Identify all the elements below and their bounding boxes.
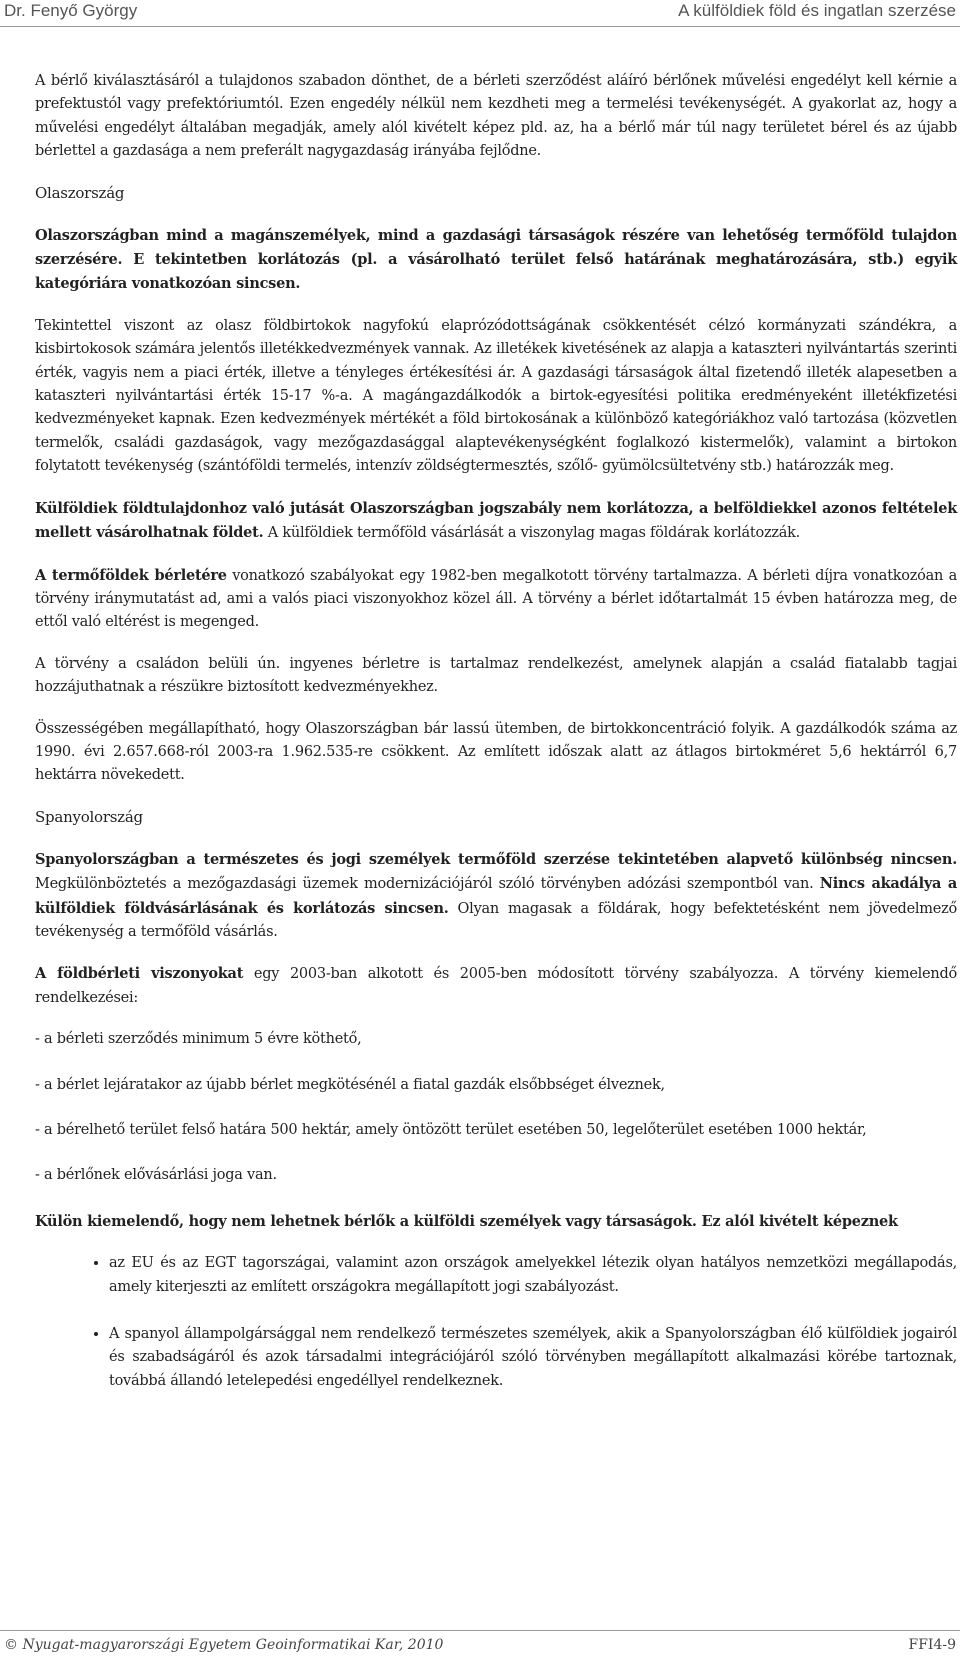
italy-paragraph-3 (35, 497, 957, 546)
dash-item: - a bérlet lejáratakor az újabb bérlet megkötésénél a fiatal gazdák elsőbbséget élveznek, (35, 1076, 665, 1093)
italy-paragraph-5: A törvény a családon belüli ún. ingyenes bérletre is tartalmaz rendelkezést, amelynek alapján a család fiatalabb tagjai hozzájuthatnak a részükre biztosított kedvezményekhez. (35, 655, 957, 696)
spain-p1-text-2: Olyan magasak a földárak, hogy befektetésként nem jövedelmező tevékenység a termőföld vásárlás. (35, 900, 958, 940)
header-divider (0, 26, 960, 27)
spain-p2-text: egy 2003-ban alkotott és 2005-ben módosított törvény szabályozza. A törvény kiemelendő rendelkezései: (35, 966, 957, 1006)
section-heading-italy: Olaszország (35, 183, 125, 202)
spain-p3-bold: Külön kiemelendő, hogy nem lehetnek bérlők a külföldi személyek vagy társaságok. Ez alól kivételt képeznek (35, 1212, 898, 1230)
header-author: Dr. Fenyő György (4, 1, 138, 20)
spain-paragraph-1 (35, 848, 957, 945)
spain-paragraph-3 (35, 1210, 957, 1234)
spain-p1-bold-2: Nincs akadálya a külföldiek földvásárlásának és korlátozás sincsen. (35, 875, 957, 917)
dash-item: - a bérleti szerződés minimum 5 évre köthető, (35, 1031, 362, 1048)
italy-p3-text: A külföldiek termőföld vásárlását a viszonylag magas földárak korlátozzák. (263, 525, 801, 542)
italy-p3-bold: Külföldiek földtulajdonhoz való jutását Olaszországban jogszabály nem korlátozza, a belföldiekkel azonos feltételek mellett vásárolhatnak földet. (35, 499, 957, 542)
italy-paragraph-6: Összességében megállapítható, hogy Olaszországban bár lassú ütemben, de birtokkoncentráció folyik. A gazdálkodók száma az 1990. évi 2.657.668-ról 2003-ra 1.962.535-re csökkent. Az említett időszak alatt az átlagos birtokméret 5,6 hektárról 6,7 hektárra növekedett. (35, 720, 957, 784)
dash-item: - a bérlőnek elővásárlási joga van. (35, 1167, 277, 1184)
italy-paragraph-1 (35, 224, 957, 297)
spain-p1-text: Megkülönböztetés a mezőgazdasági üzemek modernizációjáról szóló törvényben adózási szempontból van. (35, 876, 820, 893)
italy-paragraph-2: Tekintettel viszont az olasz földbirtokok nagyfokú elaprózódottságának csökkentését célzó kormányzati szándékra, a kisbirtokosok számára jelentős illetékkedvezmények vannak. Az illetékek kivetésének az alapja a kataszteri nyilvántartás szerinti érték, vagyis nem a piaci érték, illetve a tényleges értékesítési ár. A gazdasági társaságok által fizetendő illeték alapesetben a kataszteri nyilvántartási érték 15-17 %-a. A magángazdálkodók a birtok-egyesítési politika eredményeként illetékfizetési kedvezményeket kapnak. Ezen kedvezmények mértékét a föld birtokosának a különböző kategóriákhoz való tartozása (közvetlen termelők, családi gazdaságok, vagy mezőgazdasággal alaptevékenységként foglalkozó kistermelők), valamint a birtokon folytatott tevékenység (szántóföldi termelés, intenzív zöldségtermesztés, szőlő- gyümölcsültetvény stb.) határozzák meg. (35, 317, 957, 475)
footer-copyright: © Nyugat-magyarországi Egyetem Geoinformatikai Kar, 2010 (4, 1637, 444, 1653)
document-body (35, 70, 957, 1417)
spain-p1-bold: Spanyolországban a természetes és jogi személyek termőföld szerzése tekintetében alapvető különbség nincsen. (35, 850, 957, 868)
list-item: • A spanyol állampolgársággal nem rendelkező természetes személyek, akik a Spanyolországban élő külföldiek jogairól és szabadságáról és azok társadalmi integrációjáról szóló törvényben megállapított alkalmazási körébe tartoznak, továbbá állandó letelepedési engedéllyel rendelkeznek. (109, 1323, 957, 1393)
exception-list (35, 1252, 957, 1393)
italy-p4-bold: A termőföldek bérletére (35, 566, 227, 584)
italy-paragraph-4 (35, 564, 957, 635)
list-item: • az EU és az EGT tagországai, valamint azon országok amelyekkel létezik olyan hatályos nemzetközi megállapodás, amely kiterjeszti az említett országokra megállapított jogi szabályozást. (109, 1252, 957, 1299)
italy-p1-bold: Olaszországban mind a magánszemélyek, mind a gazdasági társaságok részére van lehetőség termőföld tulajdon szerzésére. E tekintetben korlátozás (pl. a vásárolható terület felső határának meghatározására, stb.) egyik kategóriára vonatkozóan sincsen. (35, 226, 957, 293)
page-footer (0, 1636, 960, 1656)
intro-paragraph: A bérlő kiválasztásáról a tulajdonos szabadon dönthet, de a bérleti szerződést aláíró bérlőnek művelési engedélyt kell kérnie a prefektustól vagy prefektóriumtól. Ezen engedély nélkül nem kezdheti meg a termelési tevékenységét. A gyakorlat az, hogy a művelési engedélyt általában megadják, amely alól kivételt képez pld. az, ha a bérlő már túl nagy területet bérel és az újabb bérlettel a gazdasága a nem preferált nagygazdaság irányába fejlődne. (35, 73, 957, 160)
dash-item: - a bérelhető terület felső határa 500 hektár, amely öntözött terület esetében 50, legelőterület esetében 1000 hektár, (35, 1122, 867, 1138)
header-title: A külföldiek föld és ingatlan szerzése (678, 1, 956, 20)
page-header (0, 0, 960, 24)
section-heading-spain: Spanyolország (35, 807, 143, 826)
footer-divider (0, 1630, 960, 1631)
spain-p2-bold: A földbérleti viszonyokat (35, 965, 244, 983)
page-number: FFI4-9 (908, 1637, 956, 1653)
italy-p4-text: vonatkozó szabályokat egy 1982-ben megalkotott törvény tartalmazza. A bérleti díjra vonatkozóan a törvény iránymutatást ad, ami a valós piaci viszonyokhoz közel áll. A törvény a bérlet időtartalmát 15 évben határozza meg, de ettől való eltérést is megenged. (35, 567, 957, 631)
spain-paragraph-2 (35, 962, 957, 1010)
